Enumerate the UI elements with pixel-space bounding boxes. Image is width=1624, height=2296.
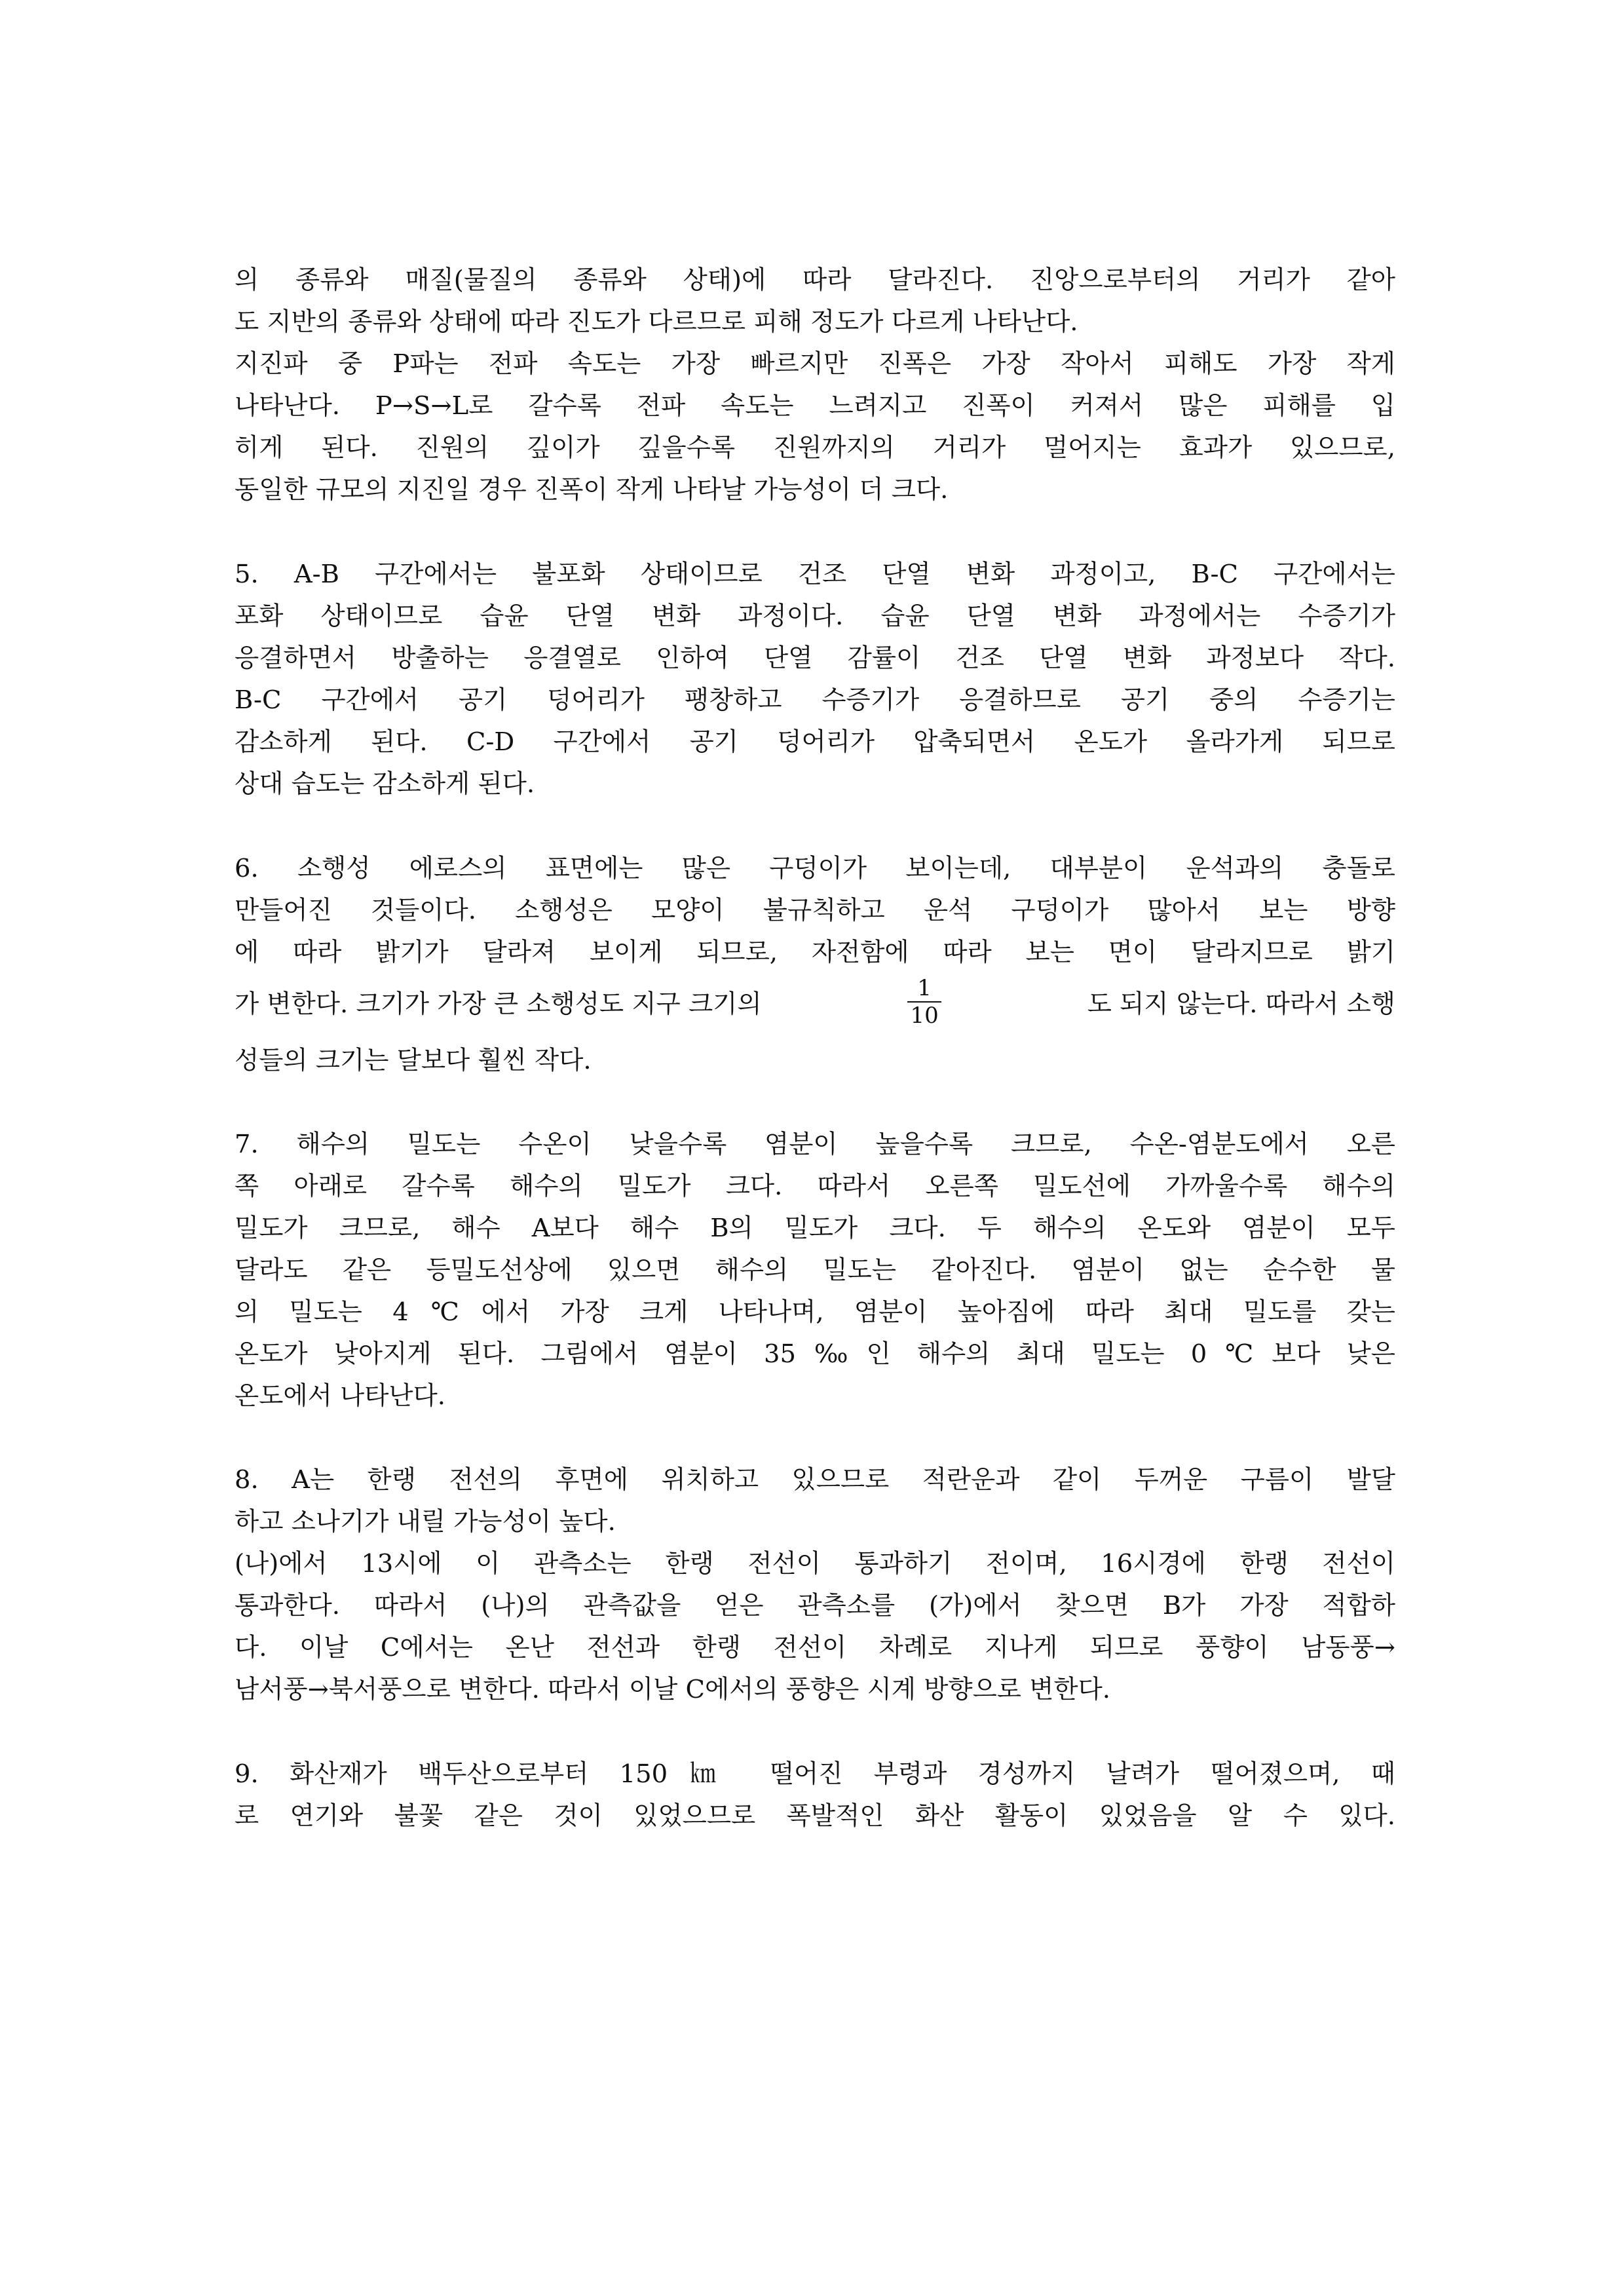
- text-line: 도 지반의 종류와 상태에 따라 진도가 다르므로 피해 정도가 다르게 나타난다.: [235, 307, 1078, 337]
- text-line: 에 따라 밝기가 달라져 보이게 되므로, 자전함에 따라 보는 면이 달라지므로 밝기: [235, 938, 1395, 967]
- item-7-line: 7. 해수의 밀도는 수온이 낮을수록 염분이 높을수록 크므로, 수온-염분도에서 오른: [235, 1130, 1395, 1159]
- text-segment: 도 되지 않는다. 따라서 소행: [1087, 989, 1395, 1019]
- item-6-line: 6. 소행성 에로스의 표면에는 많은 구덩이가 보이는데, 대부분이 운석과의 충돌로: [235, 854, 1395, 883]
- text-line: 상대 습도는 감소하게 된다.: [235, 769, 535, 799]
- text-line: 성들의 크기는 달보다 훨씬 작다.: [235, 1046, 592, 1075]
- text-line: 온도가 낮아지게 된다. 그림에서 염분이 35‰인 해수의 최대 밀도는 0℃보다 낮은: [235, 1339, 1395, 1369]
- text-line: 히게 된다. 진원의 깊이가 깊을수록 진원까지의 거리가 멀어지는 효과가 있으므로,: [235, 433, 1395, 463]
- text-line-with-fraction: [235, 975, 1395, 1029]
- text-line: 통과한다. 따라서 (나)의 관측값을 얻은 관측소를 (가)에서 찾으면 B가 가장 적합하: [235, 1591, 1395, 1620]
- item-9-line: 9. 화산재가 백두산으로부터 150㎞ 떨어진 부령과 경성까지 날려가 떨어졌으며, 때: [235, 1759, 1395, 1789]
- text-line: 감소하게 된다. C-D 구간에서 공기 덩어리가 압축되면서 온도가 올라가게 되므로: [235, 727, 1395, 757]
- text-line: 남서풍→북서풍으로 변한다. 따라서 이날 C에서의 풍향은 시계 방향으로 변한다.: [235, 1675, 1111, 1704]
- item-8-line: 8. A는 한랭 전선의 후면에 위치하고 있으므로 적란운과 같이 두꺼운 구름이 발달: [235, 1465, 1395, 1495]
- text-line: 의 밀도는 4℃에서 가장 크게 나타나며, 염분이 높아짐에 따라 최대 밀도를 갖는: [235, 1297, 1395, 1327]
- text-segment: 가 변한다. 크기가 가장 큰 소행성도 지구 크기의: [235, 989, 762, 1019]
- text-line: 나타난다. P→S→L로 갈수록 전파 속도는 느려지고 진폭이 커져서 많은 피해를 입: [235, 391, 1395, 421]
- text-line: (나)에서 13시에 이 관측소는 한랭 전선이 통과하기 전이며, 16시경에 한랭 전선이: [235, 1549, 1395, 1578]
- item-5-line: 5. A-B 구간에서는 불포화 상태이므로 건조 단열 변화 과정이고, B-C 구간에서는: [235, 560, 1395, 589]
- text-line: 하고 소나기가 내릴 가능성이 높다.: [235, 1507, 616, 1537]
- text-line: 응결하면서 방출하는 응결열로 인하여 단열 감률이 건조 단열 변화 과정보다 작다.: [235, 643, 1395, 673]
- text-line: B-C 구간에서 공기 덩어리가 팽창하고 수증기가 응결하므로 공기 중의 수증기는: [235, 685, 1395, 715]
- text-line: 쪽 아래로 갈수록 해수의 밀도가 크다. 따라서 오른쪽 밀도선에 가까울수록 해수의: [235, 1172, 1395, 1201]
- fraction-numerator: 1: [907, 975, 941, 1003]
- text-line: 포화 상태이므로 습윤 단열 변화 과정이다. 습윤 단열 변화 과정에서는 수증기가: [235, 602, 1395, 631]
- text-line: 지진파 중 P파는 전파 속도는 가장 빠르지만 진폭은 가장 작아서 피해도 가장 작게: [235, 349, 1395, 379]
- text-line: 달라도 같은 등밀도선상에 있으면 해수의 밀도는 같아진다. 염분이 없는 순수한 물: [235, 1255, 1395, 1285]
- text-line: 밀도가 크므로, 해수 A보다 해수 B의 밀도가 크다. 두 해수의 온도와 염분이 모두: [235, 1214, 1395, 1243]
- text-line: 다. 이날 C에서는 온난 전선과 한랭 전선이 차례로 지나게 되므로 풍향이 남동풍→: [235, 1633, 1395, 1662]
- text-line: 의 종류와 매질(물질의 종류와 상태)에 따라 달라진다. 진앙으로부터의 거리가 같아: [235, 265, 1395, 295]
- text-line: 동일한 규모의 지진일 경우 진폭이 작게 나타날 가능성이 더 크다.: [235, 475, 949, 505]
- text-line: 만들어진 것들이다. 소행성은 모양이 불규칙하고 운석 구덩이가 많아서 보는 방향: [235, 896, 1395, 925]
- fraction-one-tenth: [907, 975, 941, 1029]
- fraction-denominator: 10: [910, 1003, 939, 1029]
- text-line: 온도에서 나타난다.: [235, 1381, 446, 1411]
- text-line: 로 연기와 불꽃 같은 것이 있었으므로 폭발적인 화산 활동이 있었음을 알 수 있다.: [235, 1801, 1395, 1831]
